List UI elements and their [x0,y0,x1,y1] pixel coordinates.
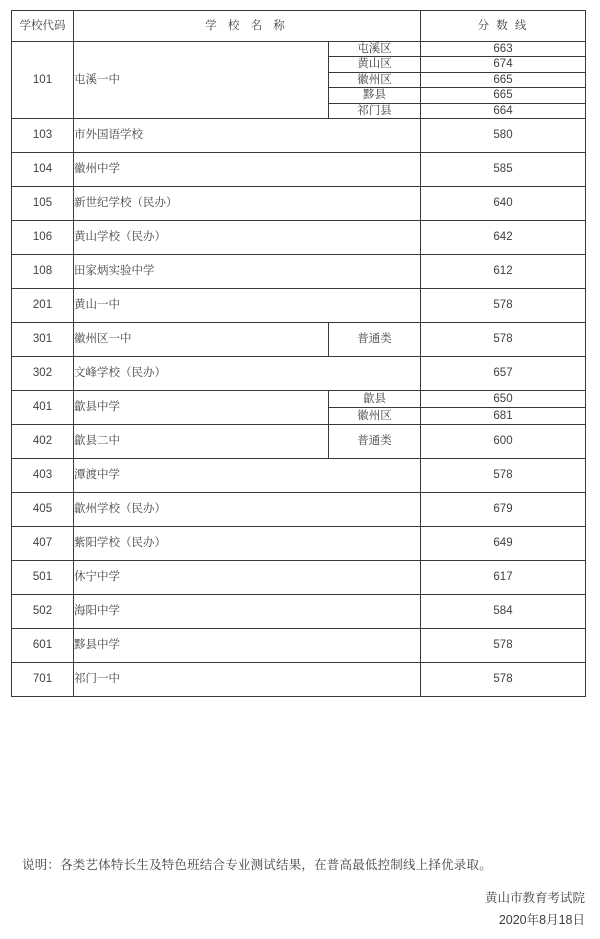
cell-score-line: 664 [421,103,586,118]
table-row [12,390,586,407]
cell-school-name: 黄山一中 [74,288,421,322]
cell-score-line: 578 [421,628,586,662]
table-row [12,526,586,560]
cell-school-code: 401 [12,390,74,424]
cell-school-name: 紫阳学校（民办） [74,526,421,560]
table-row [12,152,586,186]
cell-school-code: 402 [12,424,74,458]
table-row [12,220,586,254]
cell-score-line: 681 [421,407,586,424]
cell-score-line: 650 [421,390,586,407]
cell-school-name: 新世纪学校（民办） [74,186,421,220]
cell-score-line: 580 [421,118,586,152]
cell-category: 黄山区 [329,57,421,72]
table-row [12,322,586,356]
cell-school-code: 403 [12,458,74,492]
cell-school-code: 302 [12,356,74,390]
cell-score-line: 585 [421,152,586,186]
cell-school-code: 502 [12,594,74,628]
cell-score-line: 665 [421,72,586,87]
table-header-row [12,11,586,42]
cell-score-line: 612 [421,254,586,288]
cell-school-name: 徽州中学 [74,152,421,186]
cell-school-name: 歙县中学 [74,390,329,424]
table-row [12,288,586,322]
cell-school-name: 歙县二中 [74,424,329,458]
cell-school-code: 407 [12,526,74,560]
cell-school-code: 104 [12,152,74,186]
cell-category: 黟县 [329,88,421,103]
table-row [12,424,586,458]
cell-school-code: 501 [12,560,74,594]
table-row [12,628,586,662]
cell-school-code: 106 [12,220,74,254]
cell-score-line: 674 [421,57,586,72]
cell-school-name: 休宁中学 [74,560,421,594]
cell-category: 普通类 [329,322,421,356]
cell-school-code: 301 [12,322,74,356]
table-row [12,458,586,492]
table-body [12,42,586,697]
cell-score-line: 584 [421,594,586,628]
cell-score-line: 617 [421,560,586,594]
cell-score-line: 665 [421,88,586,103]
cell-school-name: 黄山学校（民办） [74,220,421,254]
cell-score-line: 600 [421,424,586,458]
column-header-school-name: 学 校 名 称 [74,11,421,42]
cell-score-line: 649 [421,526,586,560]
column-header-school-code: 学校代码 [12,11,74,42]
cell-category: 徽州区 [329,407,421,424]
cell-category: 歙县 [329,390,421,407]
cell-school-name: 海阳中学 [74,594,421,628]
table-row [12,594,586,628]
cell-school-name: 市外国语学校 [74,118,421,152]
cell-score-line: 657 [421,356,586,390]
cell-score-line: 578 [421,288,586,322]
cell-school-code: 108 [12,254,74,288]
table-row [12,186,586,220]
table-row [12,118,586,152]
cell-category: 屯溪区 [329,42,421,57]
cell-score-line: 578 [421,322,586,356]
signature-block [485,888,585,932]
cell-category: 徽州区 [329,72,421,87]
cell-school-code: 201 [12,288,74,322]
table-row [12,356,586,390]
admission-score-table [11,10,586,697]
cell-school-code: 101 [12,42,74,119]
cell-score-line: 640 [421,186,586,220]
table-row [12,254,586,288]
table-row [12,662,586,696]
issue-date: 2020年8月18日 [498,912,585,927]
table-row [12,560,586,594]
cell-score-line: 663 [421,42,586,57]
cell-school-name: 田家炳实验中学 [74,254,421,288]
cell-score-line: 578 [421,662,586,696]
cell-category: 普通类 [329,424,421,458]
cell-school-code: 405 [12,492,74,526]
cell-school-name: 黟县中学 [74,628,421,662]
table-header [12,11,586,42]
cell-school-name: 歙州学校（民办） [74,492,421,526]
cell-category: 祁门县 [329,103,421,118]
cell-school-code: 103 [12,118,74,152]
issuer-name: 黄山市教育考试院 [484,891,585,905]
column-header-score-line: 分 数 线 [421,11,586,42]
footnote-text: 说明：各类艺体特长生及特色班结合专业测试结果，在普高最低控制线上择优录取。 [22,858,492,872]
cell-school-code: 601 [12,628,74,662]
cell-school-name: 祁门一中 [74,662,421,696]
table-row [12,492,586,526]
cell-score-line: 578 [421,458,586,492]
cell-school-code: 105 [12,186,74,220]
cell-school-name: 文峰学校（民办） [74,356,421,390]
cell-score-line: 642 [421,220,586,254]
cell-school-name: 屯溪一中 [74,42,329,119]
cell-school-name: 潭渡中学 [74,458,421,492]
cell-school-code: 701 [12,662,74,696]
table-row [12,42,586,57]
cell-score-line: 679 [421,492,586,526]
cell-school-name: 徽州区一中 [74,322,329,356]
